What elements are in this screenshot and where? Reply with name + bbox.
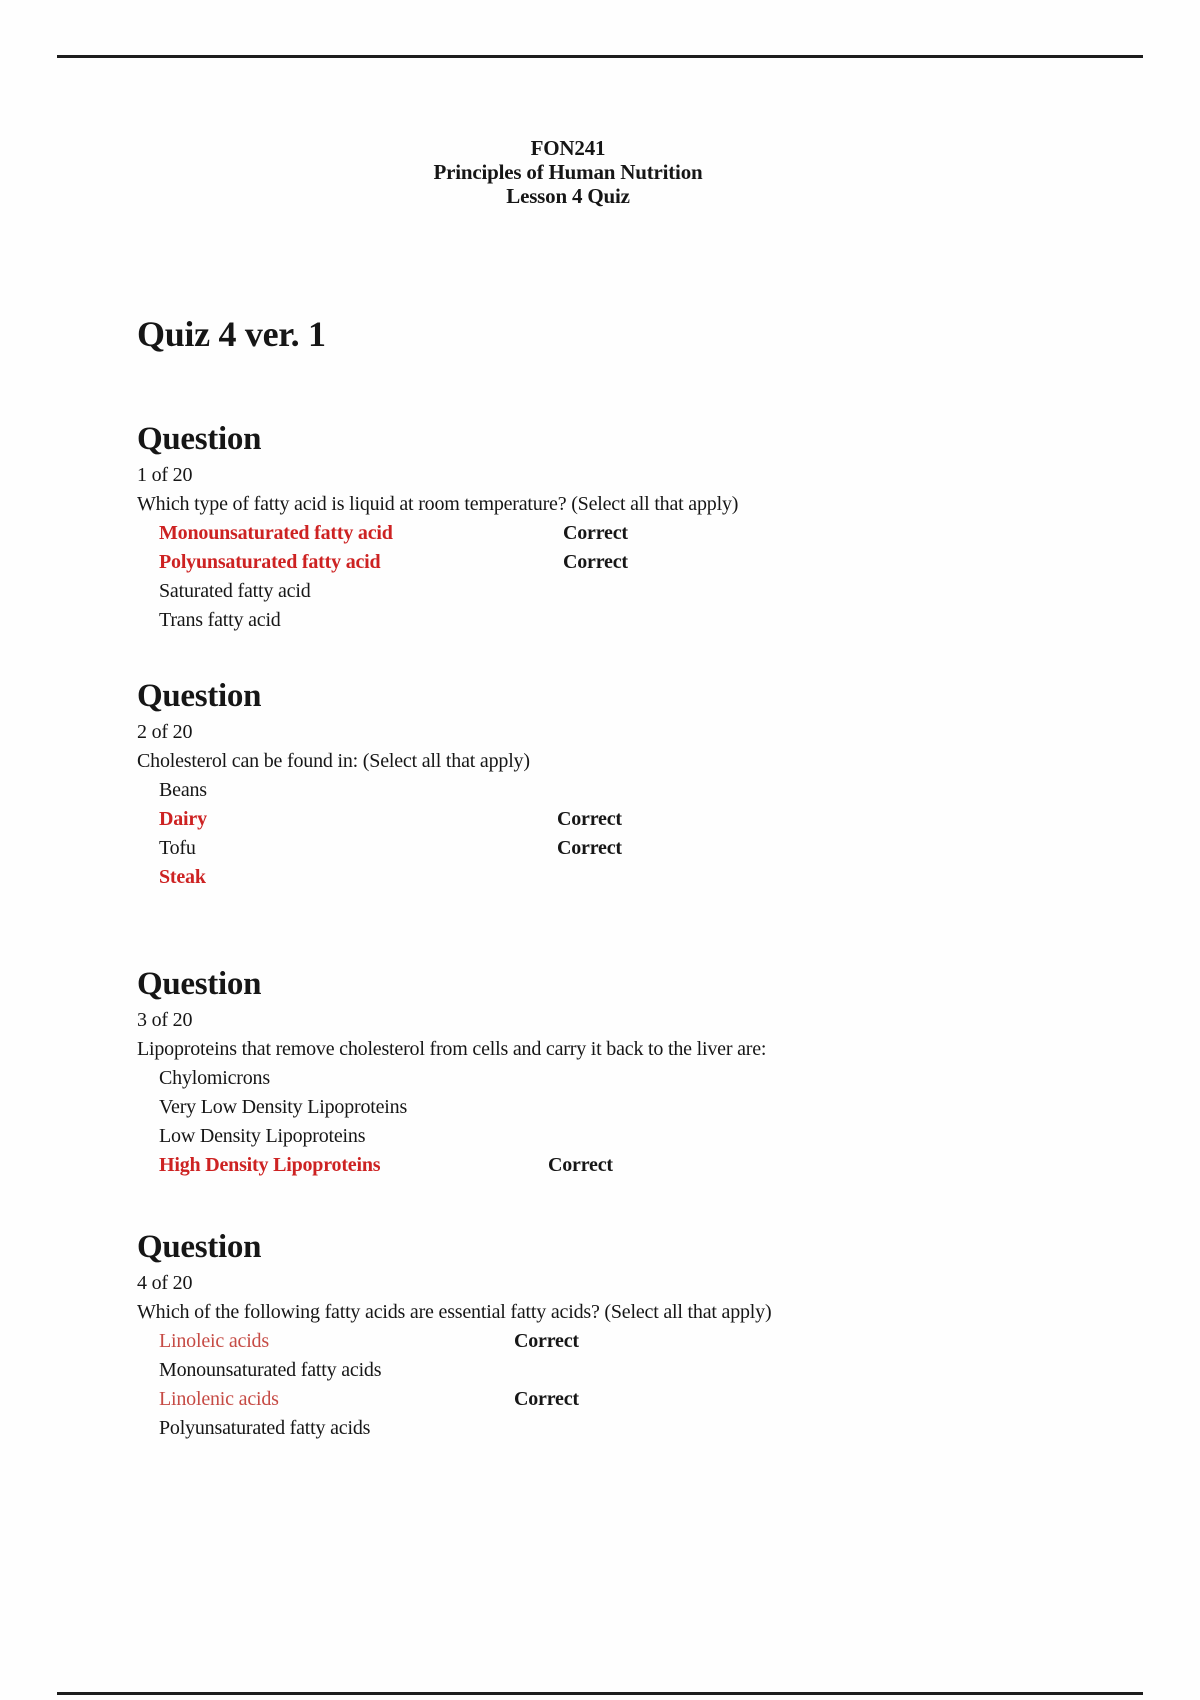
answer-option: [137, 1122, 1097, 1151]
answer-list: [137, 1064, 1097, 1180]
correct-badge: Correct: [514, 1388, 579, 1410]
question-text: Lipoproteins that remove cholesterol from cells and carry it back to the liver are:: [137, 1038, 767, 1060]
answer-option: [137, 1093, 1097, 1122]
question-number: 1 of 20: [137, 464, 193, 486]
correct-badge: Correct: [548, 1154, 613, 1176]
answer-label: Steak: [159, 866, 206, 888]
answer-label: Polyunsaturated fatty acid: [159, 551, 381, 573]
answer-label: Polyunsaturated fatty acids: [159, 1417, 371, 1439]
course-code: FON241: [530, 136, 606, 160]
answer-label: Linoleic acids: [159, 1330, 269, 1352]
answer-option: [137, 863, 1097, 892]
answer-label: Beans: [159, 779, 207, 801]
answer-list: [137, 1327, 1097, 1443]
answer-list: [137, 776, 1097, 892]
course-title: Principles of Human Nutrition: [433, 160, 703, 184]
answer-option: [137, 519, 1097, 548]
answer-option: [137, 606, 1097, 635]
answer-option: [137, 1414, 1097, 1443]
correct-badge: Correct: [557, 808, 622, 830]
answer-option: [137, 577, 1097, 606]
answer-option: [137, 834, 1097, 863]
answer-option: [137, 1064, 1097, 1093]
correct-badge: Correct: [563, 551, 628, 573]
question-number: 2 of 20: [137, 721, 193, 743]
page-title: Quiz 4 ver. 1: [137, 314, 326, 354]
correct-badge: Correct: [557, 837, 622, 859]
question-heading: Question: [137, 966, 262, 1002]
answer-option: [137, 805, 1097, 834]
answer-label: Low Density Lipoproteins: [159, 1125, 366, 1147]
answer-label: Tofu: [159, 837, 196, 859]
answer-label: Linolenic acids: [159, 1388, 279, 1410]
document-header: [0, 136, 1136, 208]
correct-badge: Correct: [514, 1330, 579, 1352]
answer-label: Dairy: [159, 808, 207, 830]
answer-label: Monounsaturated fatty acid: [159, 522, 393, 544]
answer-option: [137, 548, 1097, 577]
question-heading: Question: [137, 678, 262, 714]
answer-label: High Density Lipoproteins: [159, 1154, 381, 1176]
answer-option: [137, 776, 1097, 805]
top-rule: [57, 55, 1143, 58]
answer-label: Chylomicrons: [159, 1067, 270, 1089]
bottom-rule: [57, 1692, 1143, 1695]
answer-list: [137, 519, 1097, 635]
answer-option: [137, 1327, 1097, 1356]
question-section: [137, 417, 1097, 635]
question-section: [137, 962, 1097, 1180]
answer-label: Very Low Density Lipoproteins: [159, 1096, 408, 1118]
answer-option: [137, 1151, 1097, 1180]
correct-badge: Correct: [563, 522, 628, 544]
question-text: Cholesterol can be found in: (Select all that apply): [137, 750, 530, 772]
question-number: 4 of 20: [137, 1272, 193, 1294]
question-heading: Question: [137, 421, 262, 457]
answer-option: [137, 1385, 1097, 1414]
question-number: 3 of 20: [137, 1009, 193, 1031]
question-text: Which type of fatty acid is liquid at room temperature? (Select all that apply): [137, 493, 739, 515]
answer-label: Monounsaturated fatty acids: [159, 1359, 382, 1381]
question-text: Which of the following fatty acids are essential fatty acids? (Select all that apply): [137, 1301, 772, 1323]
answer-label: Trans fatty acid: [159, 609, 281, 631]
answer-label: Saturated fatty acid: [159, 580, 311, 602]
question-section: [137, 1225, 1097, 1443]
question-section: [137, 674, 1097, 892]
answer-option: [137, 1356, 1097, 1385]
question-heading: Question: [137, 1229, 262, 1265]
lesson-subtitle: Lesson 4 Quiz: [506, 184, 630, 208]
